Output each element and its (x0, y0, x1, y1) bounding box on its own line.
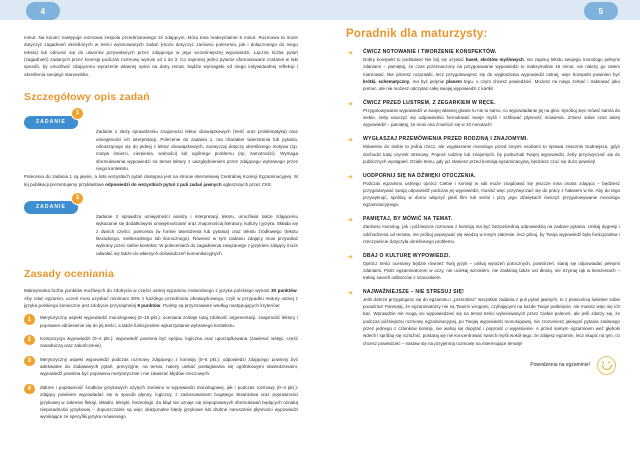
left-page-number: 4 (26, 2, 60, 20)
arrow-icon: ➜ (347, 173, 353, 181)
tip-heading: NAJWAŻNIEJSZE – NIE STRESUJ SIĘ! (363, 288, 465, 295)
task-badge-2 (24, 195, 78, 214)
arrow-icon: ➜ (347, 137, 353, 145)
task-block-2 (24, 195, 298, 257)
tip-item (346, 100, 620, 129)
tip-heading: ĆWICZ PRZED LUSTREM, Z ZEGARKIEM W RĘCE. (363, 99, 496, 106)
tip-body: Podczas egzaminu ustnego oprócz Ciebie i komisji w sali może znajdować się jeszcze inna osoba zdająca – będziesz przygotowywać swoją odpowiedź podczas jej wypowiedzi, musisz więc przyzwyczaić się do pracy z hałasem w tle. Aby do tego przywyknąć, spróbuj w domu włączyć jakiś film lub serial i przy jego dźwiękach ćwiczyć przygotowywanie monologu egzaminacyjnego. (363, 180, 620, 208)
tips-list (346, 49, 620, 347)
criteria-text-2: Kompozycja wypowiedzi (0–4 pkt.): wypowiedź powinna być spójna, logiczna oraz uporządkowana (zawierać wstęp, część zasadniczą oraz zakończenie). (40, 335, 298, 349)
task-1-paragraph-2: Polecenia do zadania 1 są jawne, a lista wszystkich pytań dostępna jest na stronie internetowej Centralnej Komisji Egzaminacyjnej. W tej publikacji prezentujemy przykładowe odpowiedzi do wszystkich pytań z puli zadań jawnych ogłoszonych przez CKE. (24, 174, 298, 187)
closing-row (346, 356, 620, 375)
tip-body: Dobry konspekt to podstawa! Nie bój się używać haseł, skrótów myślowych, nie zapisuj tekstu swojego monologu pełnymi zdaniami – pamiętaj, że czas przeznaczony na przygotowanie wypowiedzi to maksymalnie 15 minut, nie należy go zatem marnować. Nie piszesz rozprawki, lecz przygotowujesz się do wygłoszenia wypowiedzi ustnej, więc konspekt powinien być krótki, schematyczny, ma być jedynie planem tego, o czym chcesz powiedzieć. Możesz na niego zerkać i traktować jako pomoc, ale nie możesz odczytać całej swojej wypowiedzi z kartki! (363, 57, 620, 92)
smiley-face-icon (597, 356, 616, 375)
tip-item (346, 49, 620, 92)
criteria-item (24, 314, 298, 329)
arrow-icon: ➜ (347, 217, 353, 225)
task-pill-label-1: ZADANIE (24, 116, 78, 129)
task-badge-1 (24, 110, 78, 129)
closing-text: Powodzenia na egzaminie! (530, 362, 590, 369)
tip-body: Jeśli dobrze przygotujesz się do egzaminu i „przerobisz" wszystkie zadania z puli pytań jawnych, to z pewnością świetnie sobie poradzisz! Pamiętaj, że egzaminatorzy nie są Twoimi wrogami, czyhającymi na każde Twoje potknięcie, nie musisz więc się ich bać. Wprawdzie nie mogą oni wypowiedzieć się na temat treści wylosowanych przez Ciebie poleceń, ale jeśli zdarzy się, że podczas późniejszej rozmowy egzaminacyjnej, po Twojej wypowiedzi monologowej, nie zrozumiesz jakiegoś pytania zadanego przez jednego z członków komisji, nie wahaj się dopytać i poprosić o wyjaśnienie. A przed samym egzaminem weź głęboki wdech i spróbuj się rozluźnić, postaraj się nie koncentrować swoich myśli wokół tego, że zdajesz egzamin, lecz skupić na tym, co chcesz powiedzieć – nastaw się na przyjemną rozmowę na interesujące tematy! (363, 296, 620, 346)
page-title-poradnik: Poradnik dla maturzysty: (346, 28, 488, 40)
criteria-item (24, 335, 298, 350)
criteria-item (24, 384, 298, 421)
tip-body: Przygotowywanie wypowiedzi w swojej własnej głowie to nie to samo, co wypowiadanie jej na głos. Spróbuj sięc mówić sam/a do siebie, żeby nauczyć się odpowiednio formułować swoje myśli i szlifować płynność mówienia. Zmierz sobie czas takiej wypowiedzi – pamiętaj, że musi ona zmieścić się w 10 minutach! (363, 107, 621, 128)
tip-item (346, 173, 620, 209)
right-page (320, 0, 640, 453)
criteria-bullet-2: 2 (24, 335, 35, 346)
tip-item (346, 216, 620, 245)
tip-item (346, 253, 620, 282)
task-2-paragraph-1: Zadanie 2 sprawdza umiejętności analizy i interpretacji tekstu, umożliwia także zdającemu wykazanie się dodatkowymi umiejętnościami oraz znajomością literatury, kultury i języka. Składa się z dwóch części: polecenia (w formie twierdzenia lub pytania) oraz tekstu źródłowego (tekstu literackiego, nieliterackiego lub ikonicznego). Również w tym zadaniu zdający musi przywołać wybrany przez siebie kontekst. W poleceniach do zagadnienia związanego z językiem zdający może odwołać się także do własnych doświadczeń komunikacyjnych. (96, 214, 298, 256)
tip-body: Oprócz treści oceniany będzie również Twój język – unikaj wyrażeń potocznych, powtórzeń, staraj się odpowiadać pełnymi zdaniami. Patrz egzaminatorom w oczy, nie uciekaj wzrokiem, nie zasłaniaj także ust dłonią, nie trzymaj rąk w kieszeniach – traktuj swoich odbiorców z szacunkiem. (363, 260, 620, 281)
intro-paragraph: minut. Na koniec następuje rozmowa zespołu przedmiotowego ze zdającym, która trwa maksymalnie 5 minut. Rozmowa ta może dotyczyć zagadnień określonych w treści wylosowanych zadań (może dotyczyć zarówno polecenia, jak i dołączonego do niego tekstu) lub odnosić się do utworów przywołanych przez zdającego w jego wcześniejszej wypowiedzi. Łączna liczba pytań (zagadnień) zadanych przez komisję podczas rozmowy wynosi od 1 do 3. Co najmniej jedno pytanie sformułowane zostanie w taki sposób, by umożliwić zdającemu wyrażenie własnej opinii na dany temat, bądźie wymagało od niego indywidualnej refleksji i określenia swojego stanowiska. (24, 35, 298, 77)
criteria-bullet-1: 1 (24, 314, 35, 325)
right-page-number: 5 (584, 2, 618, 20)
task-1-paragraph-1: Zadanie 1 służy sprawdzeniu znajomości lektur obowiązkowych (treść oraz problematyka) oraz umiejętności ich interpretacji. Polecenie do zadania 1. ma charakter twierdzenia lub pytania, odnoszącego się do jednej z lektur obowiązkowych, zazwyczaj dotyczy określonego motywu (np. motyw śmierci, cierpienia, wolności) lub ogólnego problemu (np. samotności). Wymaga sformułowania wypowiedzi na temat lektury z uwzględnieniem przez zdającego wybranego przez niego kontekstu. (96, 129, 298, 171)
tip-heading: DBAJ O KULTURĘ WYPOWIEDZI. (363, 252, 451, 259)
grading-intro: Maksymalna liczba punktów możliwych do zdobycia w części ustnej egzaminu maturalnego z języka polskiego wynosi 30 punktów. Aby zdać egzamin, uczeń musi uzyskać minimum 30% z każdego przedmiotu obowiązkowego, czyli w przypadku matury ustnej z języka polskiego konieczne jest zdobycie przynajmniej 9 punktów. Punkty są przyznawane według następujących kryteriów: (24, 288, 298, 308)
tip-heading: UODPORNIJ SIĘ NA DŹWIĘKI OTOCZENIA. (363, 172, 476, 179)
tip-heading: WYGŁASZAJ PRZEMÓWIENIA PRZED RODZINĄ I ZNAJOMYMI. (363, 136, 529, 143)
tip-body: Mówienie do siebie to jedna rzecz, ale wygłaszanie monologu przed innymi osobami to sprawa znacznie trudniejsza, gdyż dochodzi tutaj czynnik stresowy. Poproś rodzinę lub znajomych, by posłuchali Twojej wypowiedzi, żeby przyzwyczaić się do publicznych wystąpień. Dzięki temu, gdy już staniesz przed komisją egzaminacyjną, będziesz czuć się dużo pewniej! (363, 144, 620, 164)
tip-body: Zarówno monolog, jak i późniejsza rozmowa z komisją ma być bezpośrednią odpowiedzią na zadane pytania. Unikaj dygresji i odchodzenia od tematu, nie próbuj popisywać się wiedzą w innym zakresie, lecz pilnuj, by Twoja wypowiedź była funkcjonalna i rzeczywiście dotyczyła określonego problemu. (363, 224, 620, 244)
criteria-text-3: Merytoryczny aspekt wypowiedzi podczas rozmowy zdającego z komisją (0–6 pkt.): odpowiedzi zdającego powinny być adekwatne do zadawanych pytań, precyzyjne, na temat, należy unikać posługiwania się ogólnikowymi stwierdzeniami, wypowiedź powinna być poprawna merytorycznie i nie zawierać błędów rzeczowych. (40, 356, 298, 377)
criteria-text-1: Merytoryczny aspekt wypowiedzi monologowej (0–16 pkt.): oceniana zostaje tutaj zdolność argumentacji, znajomość lektury i poprawne odniesienie się do jej treści, a także funkcjonalne wykorzystanie wybranego kontekstu. (40, 315, 298, 328)
criteria-text-4: Zakres i poprawność środków językowych użytych zarówno w wypowiedzi monologowej, jak i podczas rozmowy (0–4 pkt.): zdający powinien wypowiadać się w sposób płynny, logiczny, z zastosowaniem bogatego słownictwa oraz poprawności językowej w zakresie fleksji, składni, leksyki, frazeologii. Za błąd nie uznaje się niepoprawnych sformułowań będących oznaką nieporadności językowej – dopuszczalne są więc okazjonalne błędy językowe lub drobne naruszenia płynności wypowiedzi wynikające ze specyfiki języka mówionego. (40, 384, 298, 420)
tip-item (346, 289, 620, 347)
task-pill-label-2: ZADANIE (24, 201, 78, 214)
criteria-item (24, 356, 298, 378)
arrow-icon: ➜ (347, 50, 353, 57)
task-block-1 (24, 110, 298, 188)
task-number-badge-2: 2 (71, 192, 84, 205)
page-title-zasady-oceniania: Zasady oceniania (24, 268, 114, 281)
arrow-icon: ➜ (347, 289, 353, 297)
tip-heading: PAMIĘTAJ, BY MÓWIĆ NA TEMAT. (363, 216, 453, 223)
page-title-szczegolowy-opis: Szczegółowy opis zadań (24, 91, 150, 104)
tip-heading: ĆWICZ NOTOWANIE I TWORZENIE KONSPEKTÓW. (363, 49, 497, 55)
criteria-bullet-4: 4 (24, 384, 35, 395)
arrow-icon: ➜ (347, 253, 353, 261)
criteria-list (24, 314, 298, 420)
arrow-icon: ➜ (347, 100, 353, 108)
tip-item (346, 136, 620, 165)
criteria-bullet-3: 3 (24, 356, 35, 367)
task-number-badge-1: 1 (71, 107, 84, 120)
